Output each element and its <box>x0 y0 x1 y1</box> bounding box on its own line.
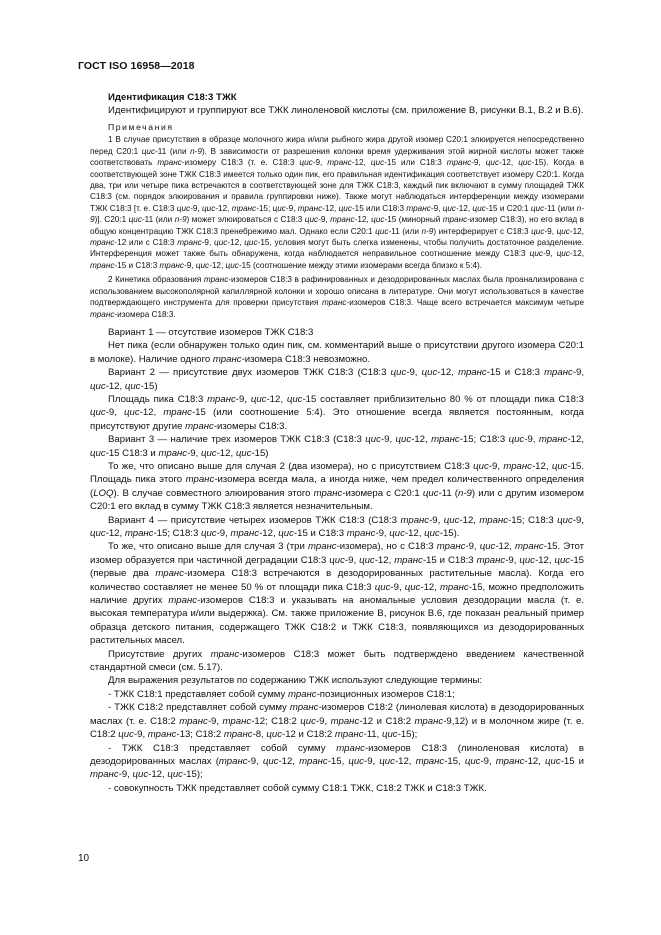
body-paragraph: То же, что описано выше для случая 3 (три транс-изомера), но с C18:3 транс-9, цис-12, транс-15. Этот изомер образуется при частичной деградации C18:3 цис-9, цис-12, транс-15 и C18:3 транс-9, цис-12, цис-15 (первые два транс-изомера C18:3 встречаются в дезодорированных растительные масла). Когда его количество составляет не менее 50 % от площади пика C18:3 цис-9, цис-12, транс-15, можно предположить наличие других транс-изомеров C18:3 и указывать на аномальные условия дезодорации масла (т. е. высокая температура и/или выдержка). См. также приложение В, рисунок В.6, где показан реальный пример образца детского питания, содержащего ТЖК C18:2 и ТЖК C18:3, появляющихся из дезодорированных растительных масел. <box>90 541 584 647</box>
body-paragraph: Вариант 4 — присутствие четырех изомеров ТЖК C18:3 (C18:3 транс-9, цис-12, транс-15; C18:3 цис-9, цис-12, транс-15; C18:3 цис-9, транс-12, цис-15 и C18:3 транс-9, цис-12, цис-15). <box>90 514 584 539</box>
body-paragraph: Для выражения результатов по содержанию ТЖК используют следующие термины: <box>108 675 483 687</box>
list-item: - ТЖК C18:1 представляет собой сумму транс-позиционных изомеров C18:1; <box>108 688 455 700</box>
list-item: - совокупность ТЖК представляет собой сумму C18:1 ТЖК, C18:2 ТЖК и C18:3 ТЖК. <box>108 782 487 794</box>
body-paragraph: Вариант 1 — отсутствие изомеров ТЖК C18:3 <box>108 326 314 338</box>
body-paragraph: Вариант 3 — наличие трех изомеров ТЖК C18:3 (C18:3 цис-9, цис-12, транс-15; C18:3 цис-9, транс-12, цис-15 C18:3 и транс-9, цис-12, цис-15) <box>90 434 584 459</box>
document-header: ГОСТ ISO 16958—2018 <box>78 60 195 72</box>
section-title: Идентификация C18:3 ТЖК <box>108 92 237 103</box>
note-1: 1 В случае присутствия в образце молочного жира и/или рыбного жира другой изомер C20:1 элюируется непосредственно перед C20:1 цис-11 (или n-9). В зависимости от разрешения колонки время удерживания этой жирной кислоты может также соответствовать транс-изомеру C18:3 (т. е. C18:3 цис-9, транс-12, цис-15 или C18:3 транс-9, цис-12, цис-15). Когда в соответствующей зоне ТЖК C18:3 имеется только один пик, его правильная идентификация соответствует изомеру C20:1. Когда два, три или четыре пика встречаются в соответствующей зоне для ТЖК C18:3, каждый пик включают в сумму площадей ТЖК C18:3 (см. порядок элюирования и правила группировки ниже). Также могут наблюдаться интерференции между изомерами ТЖК C18:3 [т. е. C18:3 цис-9, цис-12, транс-15; цис-9, транс-12, цис-15 или C18:3 транс-9, цис-12, цис-15 и C20:1 цис-11 (или n-9)]. C20:1 цис-11 (или n-9) может элюироваться с C18:3 цис-9, транс-12, цис-15 (минорный транс-изомер C18:3), но его вклад в общую концентрацию ТЖК C18:3 пренебрежимо мал. Однако если C20:1 цис-11 (или n-9) интерферирует с C18:3 цис-9, цис-12, транс-12 или с C18:3 транс-9, цис-12, цис-15, условия могут быть слегка изменены, чтобы получить достаточное разделение. Интерференция может также быть обнаружена, когда наблюдается неправильное соотношение между C18:3 цис-9, цис-12, транс-15 и C18:3 транс-9, цис-12, цис-15 (соотношение между этими изомерами всегда близко к 5:4). <box>90 135 585 270</box>
note-2: 2 Кинетика образования транс-изомеров C18:3 в рафинированных и дезодорированных маслах была проанализирована с использованием высокополярной капиллярной колонки и хорошо описана в литературе. Они могут использоваться в качестве подтверждающего инструмента для проверки присутствия транс-изомеров C18:3. Чаще всего встречается максимум четыре транс-изомера C18:3. <box>90 275 584 319</box>
body-paragraph: Площадь пика C18:3 транс-9, цис-12, цис-15 составляет приблизительно 80 % от площади пика C18:3 цис-9, цис-12, транс-15 (или соотношение 5:4). Это отношение всегда является постоянным, когда присутствуют другие транс-изомеры C18:3. <box>90 393 584 432</box>
section-intro: Идентифицируют и группируют все ТЖК линоленовой кислоты (см. приложение В, рисунки В.1, В.2 и В.6). <box>108 105 584 116</box>
page-content <box>90 92 584 795</box>
page-number: 10 <box>78 853 90 864</box>
body-paragraph: Присутствие других транс-изомеров C18:3 может быть подтверждено введением качественной стандартной смеси (см. 5.17). <box>90 648 585 674</box>
body-paragraph: Нет пика (если обнаружен только один пик, см. комментарий выше о присутствии другого изомера C20:1 в молоке). Наличие одного транс-изомера C18:3 невозможно. <box>90 340 584 365</box>
list-item: - ТЖК C18:2 представляет собой сумму транс-изомеров C18:2 (линолевая кислота) в дезодорированных маслах (т. е. C18:2 транс-9, транс-12; C18:2 цис-9, транс-12 и C18:2 транс-9,12) и в молочном жире (т. е. C18:2 цис-9, транс-13; C18:2 транс-8, цис-12 и C18:2 транс-11, цис-15); <box>90 702 585 741</box>
body-paragraph: То же, что описано выше для случая 2 (два изомера), но с присутствием C18:3 цис-9, транс-12, цис-15. Площадь пика этого транс-изомера всегда мала, а иногда ниже, чем предел количественного определения (LOQ). В случае совместного элюирования этого транс-изомера с C20:1 цис-11 (n-9) или с другим изомером C20:1 его вклад в сумму ТЖК C18:3 является незначительным. <box>90 460 584 513</box>
body-paragraph: Вариант 2 — присутствие двух изомеров ТЖК C18:3 (C18:3 цис-9, цис-12, транс-15 и C18:3 транс-9, цис-12, цис-15) <box>90 367 584 392</box>
list-item: - ТЖК C18:3 представляет собой сумму транс-изомеров C18:3 (линоленовая кислота) в дезодорированных маслах (транс-9, цис-12, транс-15, цис-9, цис-12, транс-15, цис-9, транс-12, цис-15 и транс-9, цис-12, цис-15); <box>90 742 584 781</box>
notes-heading: Примечания <box>108 122 174 133</box>
